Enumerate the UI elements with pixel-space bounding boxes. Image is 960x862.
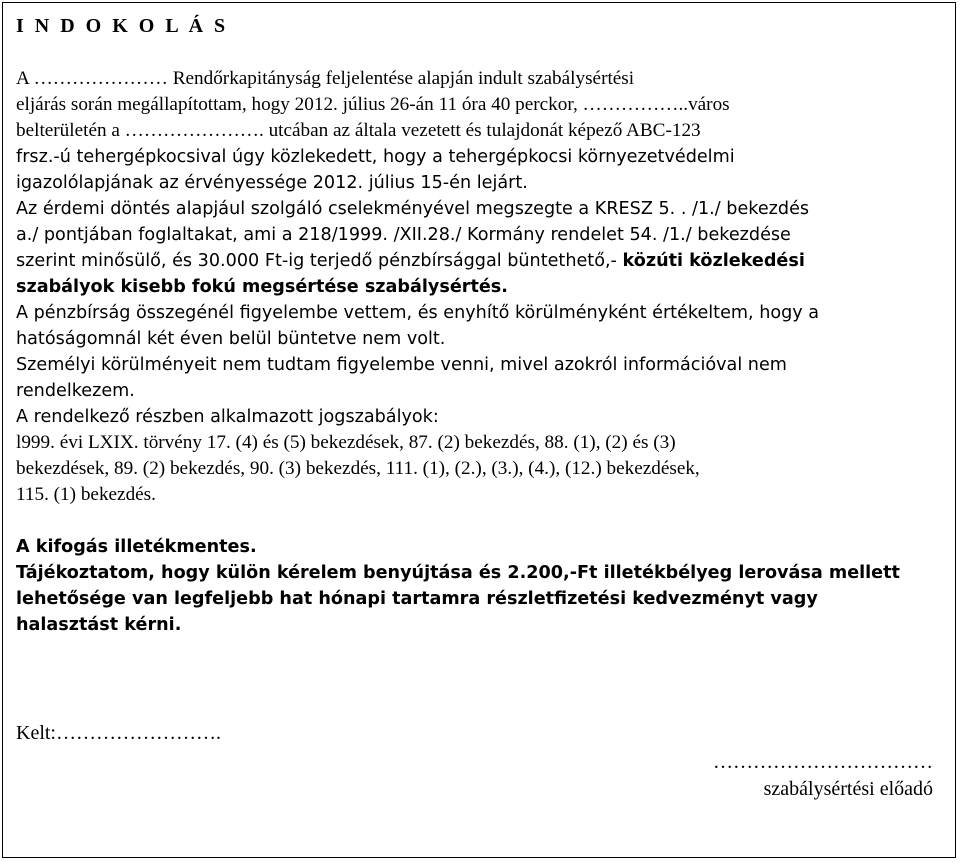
fee-statement: A kifogás illetékmentes. bbox=[16, 537, 257, 557]
signature-line: …………………………… bbox=[713, 751, 933, 773]
spacer bbox=[16, 508, 946, 534]
text-line: rendelkezem. bbox=[16, 381, 135, 401]
text-line: szabályok kisebb fokú megsértése szabálysértés. bbox=[16, 277, 508, 297]
text-line: igazolólapjának az érvényessége 2012. július 15-én lejárt. bbox=[16, 173, 528, 193]
document-page bbox=[2, 2, 956, 858]
text-line: 115. (1) bekezdés. bbox=[16, 484, 156, 505]
text-line: Személyi körülményeit nem tudtam figyelembe venni, mivel azokról információval nem bbox=[16, 355, 787, 375]
signature-role: szabálysértési előadó bbox=[763, 778, 933, 800]
notice-line: Tájékoztatom, hogy külön kérelem benyújtása és 2.200,-Ft illetékbélyeg lerovása mellett bbox=[16, 563, 900, 583]
bold-text-run: közúti közlekedési bbox=[622, 251, 805, 271]
text-line: bekezdések, 89. (2) bekezdés, 90. (3) bekezdés, 111. (1), (2.), (3.), (4.), (12.) bekezdések, bbox=[16, 458, 700, 479]
notice-line: lehetősége van legfeljebb hat hónapi tartamra részletfizetési kedvezményt vagy bbox=[16, 589, 818, 609]
text-line: l999. évi LXIX. törvény 17. (4) és (5) bekezdések, 87. (2) bekezdés, 88. (1), (2) és (3) bbox=[16, 432, 676, 453]
text-line bbox=[16, 248, 946, 274]
text-line: A rendelkező részben alkalmazott jogszabályok: bbox=[16, 407, 439, 427]
justification-body bbox=[16, 66, 946, 638]
text-line: A ………………… Rendőrkapitányság feljelentése alapján indult szabálysértési bbox=[16, 68, 635, 89]
text-line: belterületén a …………………. utcában az általa vezetett és tulajdonát képező ABC-123 bbox=[16, 120, 701, 141]
text-line: a./ pontjában foglaltakat, ami a 218/1999. /XII.28./ Kormány rendelet 54. /1./ bekezdése bbox=[16, 225, 791, 245]
text-run: szerint minősülő, és 30.000 Ft-ig terjedő pénzbírsággal büntethető,- bbox=[16, 251, 617, 271]
text-line: frsz.-ú tehergépkocsival úgy közlekedett, hogy a tehergépkocsi környezetvédelmi bbox=[16, 147, 735, 167]
text-line: A pénzbírság összegénél figyelembe vettem, és enyhítő körülményként értékeltem, hogy a bbox=[16, 303, 820, 323]
text-line: eljárás során megállapítottam, hogy 2012. július 26-án 11 óra 40 perckor, ……………..város bbox=[16, 94, 730, 115]
notice-line: halasztást kérni. bbox=[16, 615, 182, 635]
text-line: Az érdemi döntés alapjául szolgáló cselekményével megszegte a KRESZ 5. . /1./ bekezdés bbox=[16, 199, 810, 219]
kelt-date-line: Kelt:……………………. bbox=[16, 722, 221, 744]
document-title: I N D O K O L Á S bbox=[16, 15, 229, 37]
text-line: hatóságomnál két éven belül büntetve nem volt. bbox=[16, 329, 446, 349]
